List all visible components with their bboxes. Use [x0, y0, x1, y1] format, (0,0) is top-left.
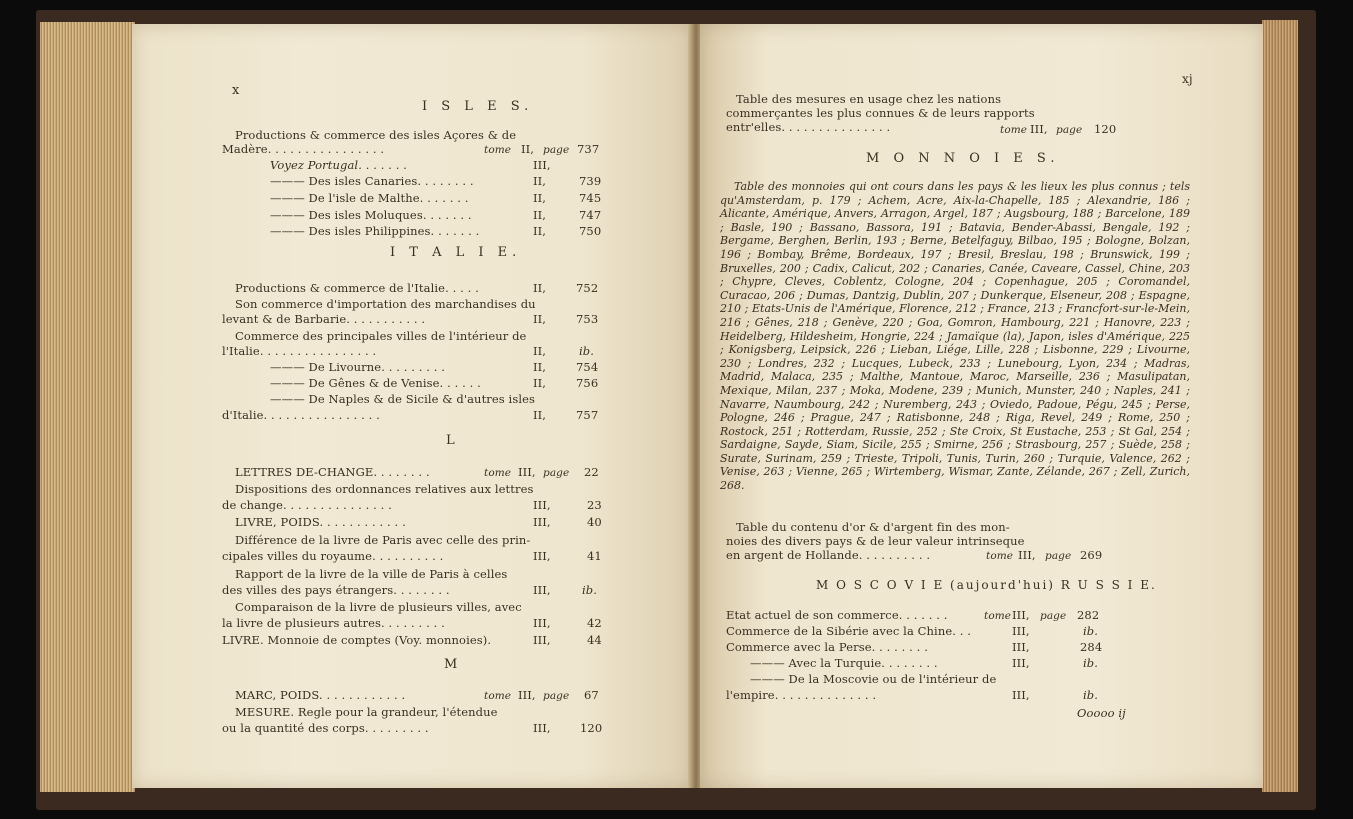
index-entry-cont: l'Italie. . . . . . . . . . . . . . . . — [222, 344, 377, 358]
index-entry: Son commerce d'importation des marchandises du — [235, 297, 536, 311]
index-entry: LETTRES DE-CHANGE. . . . . . . . — [235, 465, 430, 479]
volume-number: II, — [533, 344, 547, 358]
volume-label: tome — [1000, 124, 1028, 136]
page-ref: ib. — [1083, 656, 1098, 670]
intro-line: entr'elles. . . . . . . . . . . . . . . — [726, 120, 891, 134]
volume-number: III, — [533, 616, 551, 630]
page-ref: 739 — [579, 174, 602, 188]
index-entry-cont: cipales villes du royaume. . . . . . . . . . — [222, 549, 444, 563]
section-heading-moscovie: M O S C O V I E (aujourd'hui) R U S S I E. — [816, 578, 1157, 592]
page-ref: 756 — [576, 376, 599, 390]
volume-number: III, — [533, 158, 551, 172]
volume-number: II, — [533, 408, 547, 422]
index-entry: Rapport de la livre de la ville de Paris à celles — [235, 567, 508, 581]
page-ref: 754 — [576, 360, 599, 374]
index-entry: ——— De l'isle de Malthe. . . . . . . — [270, 191, 469, 205]
volume-number: III, — [1012, 608, 1030, 622]
volume-label: tome — [484, 690, 512, 702]
index-entry-cont: de change. . . . . . . . . . . . . . . — [222, 498, 392, 512]
index-entry: Différence de la livre de Paris avec celle des prin- — [235, 533, 531, 547]
page-ref: 23 — [587, 498, 602, 512]
index-entry-cont: d'Italie. . . . . . . . . . . . . . . . — [222, 408, 380, 422]
volume-number: III, — [1012, 688, 1030, 702]
page-edges-right — [1262, 20, 1298, 792]
index-entry: Commerce des principales villes de l'intérieur de — [235, 329, 527, 343]
volume-number: III, — [533, 583, 551, 597]
page-label: page — [543, 144, 570, 156]
contenu-line: Table du contenu d'or & d'argent fin des mon- — [736, 520, 1010, 534]
page-label: page — [1040, 610, 1067, 622]
volume-label: tome — [986, 550, 1014, 562]
page-ref: 750 — [579, 224, 602, 238]
index-entry: ——— Des isles Moluques. . . . . . . — [270, 208, 472, 222]
index-entry-cont: ou la quantité des corps. . . . . . . . . — [222, 721, 429, 735]
page-label: page — [1045, 550, 1072, 562]
page-edges-left — [40, 22, 135, 792]
volume-label: tome — [484, 467, 512, 479]
volume-number: II, — [533, 312, 547, 326]
index-entry: Productions & commerce de l'Italie. . . . . — [235, 281, 479, 295]
index-entry-cont: l'empire. . . . . . . . . . . . . . — [726, 688, 877, 702]
index-entry: ——— De Livourne. . . . . . . . . — [270, 360, 446, 374]
volume-number: III, — [533, 515, 551, 529]
page-ref: ib. — [579, 344, 594, 358]
volume-number: II, — [533, 281, 547, 295]
page-ref: 41 — [587, 549, 602, 563]
volume-number: III, — [518, 465, 536, 479]
volume-number: III, — [1012, 624, 1030, 638]
page-number: xj — [1182, 72, 1193, 86]
page-ref: 42 — [587, 616, 602, 630]
letter-heading-m: M — [444, 657, 458, 672]
left-page — [132, 24, 692, 788]
page-ref: 757 — [576, 408, 599, 422]
section-heading-monnoies: M O N N O I E S. — [866, 151, 1060, 166]
volume-number: II, — [533, 376, 547, 390]
page-ref: 737 — [577, 142, 600, 156]
section-heading-italie: I T A L I E. — [390, 245, 522, 260]
index-entry: ——— De Gênes & de Venise. . . . . . — [270, 376, 481, 390]
volume-number: III, — [533, 633, 551, 647]
right-page — [700, 24, 1263, 788]
index-entry-cont: la livre de plusieurs autres. . . . . . . . . — [222, 616, 445, 630]
page-ref: ib. — [1083, 688, 1098, 702]
intro-line: commerçantes les plus connues & de leurs rapports — [726, 106, 1035, 120]
index-entry: Etat actuel de son commerce. . . . . . . — [726, 608, 948, 622]
volume-number: III, — [1012, 656, 1030, 670]
volume-number: II, — [533, 191, 547, 205]
index-entry: Commerce de la Sibérie avec la Chine. . . — [726, 624, 972, 638]
index-entry: Voyez Portugal. . . . . . . — [270, 158, 408, 172]
volume-number: II, — [533, 174, 547, 188]
index-entry: LIVRE. Monnoie de comptes (Voy. monnoies). — [222, 633, 492, 647]
volume-number: II, — [533, 208, 547, 222]
page-ref: 745 — [579, 191, 602, 205]
volume-number: III, — [1012, 640, 1030, 654]
page-ref: 40 — [587, 515, 602, 529]
volume-label: tome — [484, 144, 512, 156]
index-entry: Productions & commerce des isles Açores & de — [235, 128, 517, 142]
page-label: page — [543, 467, 570, 479]
page-ref: 67 — [584, 688, 599, 702]
page-ref: 753 — [576, 312, 599, 326]
contenu-line: noies des divers pays & de leur valeur intrinseque — [726, 534, 1025, 548]
volume-label: tome — [984, 610, 1012, 622]
volume-number: III, — [518, 688, 536, 702]
page-ref: 44 — [587, 633, 602, 647]
signature-mark: Ooooo ij — [1077, 706, 1126, 720]
volume-number: III, — [533, 549, 551, 563]
index-entry-cont: levant & de Barbarie. . . . . . . . . . . — [222, 312, 426, 326]
index-entry-cont: Madère. . . . . . . . . . . . . . . . — [222, 142, 385, 156]
index-entry: ——— Des isles Canaries. . . . . . . . — [270, 174, 474, 188]
volume-number: II, — [521, 142, 535, 156]
page-ref: 284 — [1080, 640, 1103, 654]
page-ref: 120 — [1094, 122, 1117, 136]
intro-line: Table des mesures en usage chez les nations — [736, 92, 1002, 106]
page-ref: 269 — [1080, 548, 1103, 562]
page-ref: ib. — [1083, 624, 1098, 638]
volume-number: III, — [533, 498, 551, 512]
index-entry: MESURE. Regle pour la grandeur, l'étendue — [235, 705, 498, 719]
page-number: x — [232, 83, 240, 98]
section-heading-isles: I S L E S. — [422, 99, 534, 114]
index-entry: Dispositions des ordonnances relatives aux lettres — [235, 482, 534, 496]
index-entry: ——— De la Moscovie ou de l'intérieur de — [750, 672, 997, 686]
volume-number: III, — [533, 721, 551, 735]
volume-number: III, — [1018, 548, 1036, 562]
index-entry: LIVRE, POIDS. . . . . . . . . . . . — [235, 515, 406, 529]
volume-number: III, — [1030, 122, 1048, 136]
page-ref: 120 — [580, 721, 603, 735]
index-entry: Comparaison de la livre de plusieurs villes, avec — [235, 600, 522, 614]
index-entry: MARC, POIDS. . . . . . . . . . . . — [235, 688, 406, 702]
volume-number: II, — [533, 224, 547, 238]
page-ref: 752 — [576, 281, 599, 295]
letter-heading-l: L — [446, 433, 455, 448]
page-ref: 747 — [579, 208, 602, 222]
page-ref: 22 — [584, 465, 599, 479]
monnoies-table-text: Table des monnoies qui ont cours dans les pays & les lieux les plus connus ; tels qu'Amsterdam, p. 179 ; Achem, Acre, Aix-la-Chapelle, 185 ; Alexandrie, 186 ; Alicante, Amérique, Anvers, Arragon, Argel, 187 ; Augsbourg, 188 ; Barcelone, 189 ; Basle, 190 ; Bassano, Bassora, 191 ; Batavia, Bender-Abassi, Bengale, 192 ; Bergame, Berghen, Berlin, 193 ; Berne, Betelfaguy, Bilbao, 195 ; Bologne, Bolzan, 196 ; Bombay, Brême, Bordeaux, 197 ; Bresil, Breslau, 198 ; Brunswick, 199 ; Bruxelles, 200 ; Cadix, Calicut, 202 ; Canaries, Canée, Caveare, Cassel, Chine, 203 ; Chypre, Cleves, Coblentz, Cologne, 204 ; Copenhague, 205 ; Coromandel, Curacao, 206 ; Dumas, Dantzig, Dublin, 207 ; Dunkerque, Elseneur, 208 ; Espagne, 210 ; Etats-Unis de l'Amérique, Florence, 212 ; France, 213 ; Francfort-sur-le-Mein, 216 ; Gênes, 218 ; Genève, 220 ; Goa, Gomron, Hambourg, 221 ; Hanovre, 223 ; Heidelberg, Hildesheim, Hongrie, 224 ; Jamaïque (la), Japon, isles d'Amérique, 225 ; Konigsberg, Leipsick, 226 ; Lieban, Liége, Lille, 228 ; Lisbonne, 229 ; Livourne, 230 ; Londres, 232 ; Lucques, Lubeck, 233 ; Lunebourg, Lyon, 234 ; Madras, Madrid, Malaca, 235 ; Malthe, Mantoue, Maroc, Marseille, 236 ; Masulipatan, Mexique, Milan, 237 ; Moka, Modene, 239 ; Munich, Munster, 240 ; Naples, 241 ; Navarre, Naumbourg, 242 ; Nuremberg, 243 ; Oviedo, Padoue, Pégu, 245 ; Perse, Pologne, 246 ; Prague, 247 ; Ratisbonne, 248 ; Riga, Revel, 249 ; Rome, 250 ; Rostock, 251 ; Rotterdam, Russie, 252 ; Ste Croix, St Eustache, 253 ; St Gal, 254 ; Sardaigne, Sayde, Siam, Sicile, 255 ; Smirne, 256 ; Strasbourg, 257 ; Suède, 258 ; Surate, Surinam, 259 ; Trieste, Tripoli, Tunis, Turin, 260 ; Turquie, Valence, 262 ; Venise, 263 ; Vienne, 265 ; Wirtemberg, Wismar, Zante, Zélande, 267 ; Zell, Zurich, 268. — [720, 180, 1190, 493]
page-label: page — [1056, 124, 1083, 136]
index-entry: Commerce avec la Perse. . . . . . . . — [726, 640, 928, 654]
index-entry: ——— Avec la Turquie. . . . . . . . — [750, 656, 938, 670]
index-entry: ——— Des isles Philippines. . . . . . . — [270, 224, 480, 238]
page-ref: 282 — [1077, 608, 1100, 622]
index-entry-cont: des villes des pays étrangers. . . . . . . . — [222, 583, 450, 597]
contenu-line: en argent de Hollande. . . . . . . . . . — [726, 548, 931, 562]
index-entry: ——— De Naples & de Sicile & d'autres isles — [270, 392, 536, 406]
volume-number: II, — [533, 360, 547, 374]
page-ref: ib. — [582, 583, 597, 597]
page-label: page — [543, 690, 570, 702]
